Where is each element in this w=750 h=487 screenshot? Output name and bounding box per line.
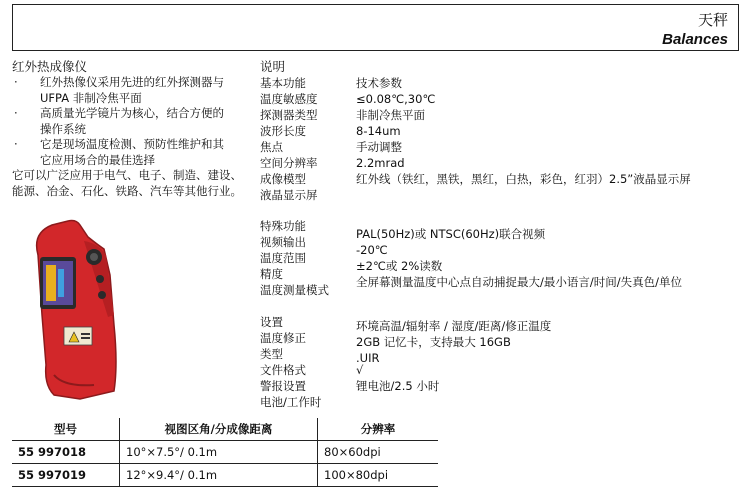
angle-cell: 10°×7.5°/ 0.1m [120,441,318,464]
spec-value: 非制冷焦平面 [356,108,425,122]
header-box [12,4,739,51]
spec-label: 温度测量模式 [260,283,329,297]
feature-line: 操作系统 [40,121,86,136]
spec-value: 2GB 记忆卡，支持最大 16GB [356,335,511,349]
feature-line: 它应用场合的最佳选择 [40,152,155,167]
column-header: 视图区角/分成像距离 [120,418,318,441]
feature-line: UFPA 非制冷焦平面 [40,90,142,105]
spec-label: 设置 [260,315,283,329]
spec-label: 空间分辨率 [260,156,318,170]
feature-item [12,137,252,168]
bullet-dot: · [14,75,18,89]
spec-label: 焦点 [260,140,283,154]
feature-line: 高质量光学镜片为核心，结合方便的 [40,106,224,120]
spec-value: ≤0.08℃,30℃ [356,92,436,106]
header-title-en: Balances [662,31,728,48]
feature-list [12,75,252,199]
spec-value: .UIR [356,351,380,365]
table-row [12,441,438,464]
spec-label: 温度范围 [260,251,306,265]
resolution-cell: 80×60dpi [318,441,439,464]
spec-label: 电池/工作时 [260,395,322,409]
bullet-dot: · [14,137,18,151]
spec-label: 类型 [260,347,283,361]
spec-label: 特殊功能 [260,219,306,233]
application-line: 能源、冶金、石化、铁路、汽车等其他行业。 [12,183,242,198]
spec-label: 视频输出 [260,235,306,249]
spec-label: 成像模型 [260,172,306,186]
application-text [12,168,252,199]
spec-value: PAL(50Hz)或 NTSC(60Hz)联合视频 [356,227,546,241]
spec-value: 技术参数 [356,76,402,90]
column-header: 型号 [12,418,120,441]
feature-item [12,106,252,137]
header-title-cn: 天秤 [697,11,728,29]
column-header: 分辨率 [318,418,439,441]
application-line: 它可以广泛应用于电气、电子、制造、建设、 [12,168,242,182]
spec-value: ±2℃或 2%读数 [356,259,443,273]
spec-value: √ [356,363,364,377]
spec-label: 基本功能 [260,76,306,90]
spec-value: 环境高温/辐射率 / 湿度/距离/修正温度 [356,319,552,333]
spec-label: 文件格式 [260,363,306,377]
spec-value: 红外线（铁红，黑铁，黑红，白热，彩色，红羽）2.5”液晶显示屏 [356,172,691,186]
spec-label: 温度敏感度 [260,92,318,106]
feature-item [12,75,252,106]
spec-value: -20℃ [356,243,388,257]
spec-label: 液晶显示屏 [260,188,318,202]
table-row [12,464,438,487]
spec-label: 警报设置 [260,379,306,393]
feature-line: 它是现场温度检测、预防性维护和其 [40,137,224,151]
model-cell: 55 997018 [12,441,120,464]
spec-value: 锂电池/2.5 小时 [356,379,440,393]
model-table [12,418,438,487]
spec-label: 波形长度 [260,124,306,138]
resolution-cell: 100×80dpi [318,464,439,487]
model-cell: 55 997019 [12,464,120,487]
spec-value: 全屏幕测量温度中心点自动捕捉最大/最小语言/时间/失真色/单位 [356,275,682,289]
feature-line: 红外热像仪采用先进的红外探测器与 [40,75,224,89]
spec-value: 2.2mrad [356,156,405,170]
spec-label: 精度 [260,267,283,281]
angle-cell: 12°×9.4°/ 0.1m [120,464,318,487]
spec-value: 手动调整 [356,140,402,154]
spec-label: 温度修正 [260,331,306,345]
spec-title: 说明 [260,59,286,74]
spec-label: 探测器类型 [260,108,318,122]
product-title: 红外热成像仪 [12,59,88,74]
bullet-dot: · [14,106,18,120]
table-header-row [12,418,438,441]
thermal-imager-image [24,215,144,405]
spec-value: 8-14um [356,124,401,138]
